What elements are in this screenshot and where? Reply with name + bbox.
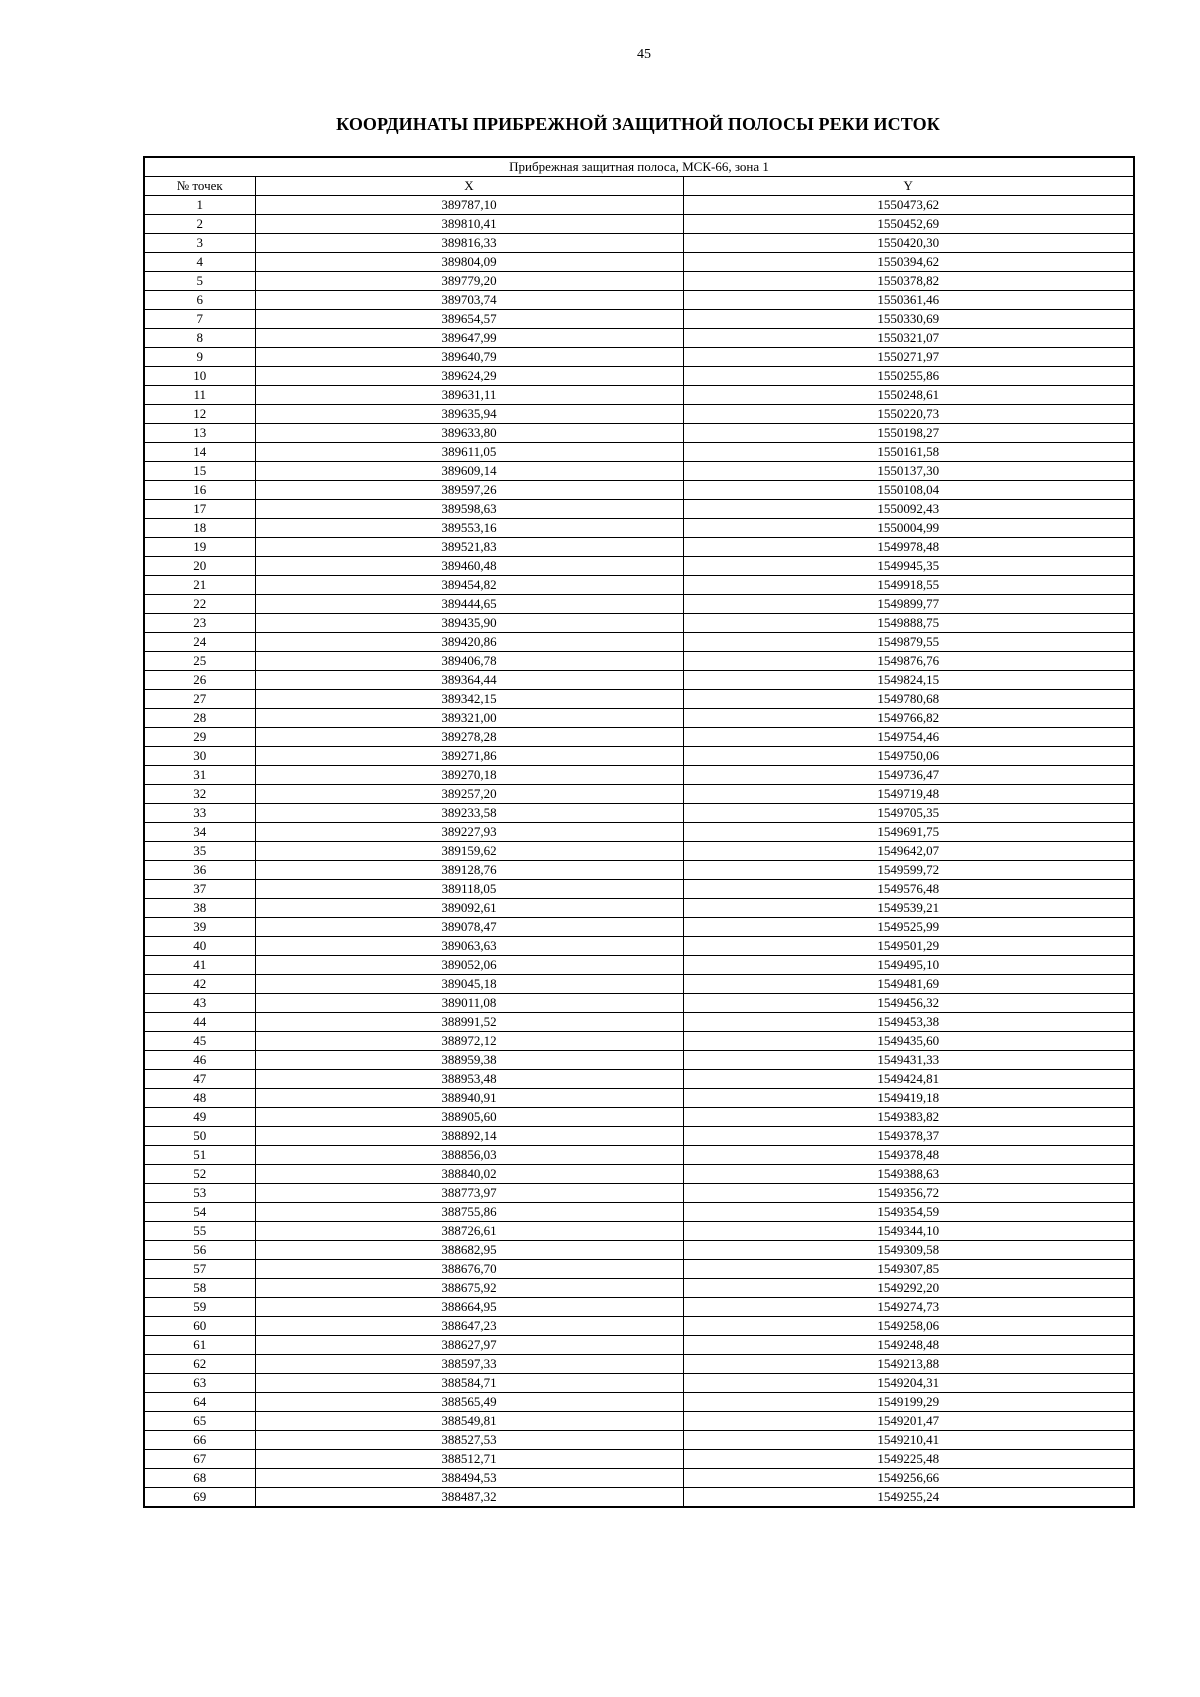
cell-point-number: 32 bbox=[144, 785, 255, 804]
table-row bbox=[144, 272, 1134, 291]
cell-point-number: 29 bbox=[144, 728, 255, 747]
cell-point-number: 58 bbox=[144, 1279, 255, 1298]
cell-x: 389420,86 bbox=[255, 633, 683, 652]
cell-y: 1550255,86 bbox=[683, 367, 1134, 386]
cell-y: 1549899,77 bbox=[683, 595, 1134, 614]
cell-point-number: 38 bbox=[144, 899, 255, 918]
cell-y: 1549274,73 bbox=[683, 1298, 1134, 1317]
cell-x: 389271,86 bbox=[255, 747, 683, 766]
cell-y: 1549501,29 bbox=[683, 937, 1134, 956]
cell-x: 388755,86 bbox=[255, 1203, 683, 1222]
table-row bbox=[144, 1393, 1134, 1412]
table-row bbox=[144, 1469, 1134, 1488]
cell-y: 1549495,10 bbox=[683, 956, 1134, 975]
cell-y: 1550161,58 bbox=[683, 443, 1134, 462]
cell-x: 389703,74 bbox=[255, 291, 683, 310]
cell-y: 1549888,75 bbox=[683, 614, 1134, 633]
cell-x: 388840,02 bbox=[255, 1165, 683, 1184]
cell-point-number: 60 bbox=[144, 1317, 255, 1336]
cell-point-number: 25 bbox=[144, 652, 255, 671]
table-row bbox=[144, 1032, 1134, 1051]
cell-x: 388675,92 bbox=[255, 1279, 683, 1298]
cell-y: 1549525,99 bbox=[683, 918, 1134, 937]
cell-x: 389342,15 bbox=[255, 690, 683, 709]
cell-y: 1549719,48 bbox=[683, 785, 1134, 804]
cell-point-number: 46 bbox=[144, 1051, 255, 1070]
cell-y: 1549691,75 bbox=[683, 823, 1134, 842]
table-row bbox=[144, 1089, 1134, 1108]
cell-y: 1550220,73 bbox=[683, 405, 1134, 424]
cell-y: 1549945,35 bbox=[683, 557, 1134, 576]
cell-point-number: 11 bbox=[144, 386, 255, 405]
cell-x: 389611,05 bbox=[255, 443, 683, 462]
table-row bbox=[144, 804, 1134, 823]
cell-point-number: 24 bbox=[144, 633, 255, 652]
cell-point-number: 3 bbox=[144, 234, 255, 253]
cell-x: 389633,80 bbox=[255, 424, 683, 443]
cell-y: 1549424,81 bbox=[683, 1070, 1134, 1089]
table-row bbox=[144, 994, 1134, 1013]
table-row bbox=[144, 842, 1134, 861]
table-header-row bbox=[144, 177, 1134, 196]
cell-y: 1549453,38 bbox=[683, 1013, 1134, 1032]
header-x: X bbox=[255, 177, 683, 196]
cell-x: 389257,20 bbox=[255, 785, 683, 804]
cell-y: 1549539,21 bbox=[683, 899, 1134, 918]
cell-point-number: 19 bbox=[144, 538, 255, 557]
cell-point-number: 1 bbox=[144, 196, 255, 215]
cell-point-number: 23 bbox=[144, 614, 255, 633]
table-row bbox=[144, 614, 1134, 633]
cell-y: 1549754,46 bbox=[683, 728, 1134, 747]
cell-point-number: 54 bbox=[144, 1203, 255, 1222]
cell-x: 389810,41 bbox=[255, 215, 683, 234]
cell-x: 388627,97 bbox=[255, 1336, 683, 1355]
cell-x: 389444,65 bbox=[255, 595, 683, 614]
cell-x: 388972,12 bbox=[255, 1032, 683, 1051]
cell-y: 1550394,62 bbox=[683, 253, 1134, 272]
cell-y: 1549736,47 bbox=[683, 766, 1134, 785]
cell-point-number: 5 bbox=[144, 272, 255, 291]
cell-x: 388664,95 bbox=[255, 1298, 683, 1317]
cell-y: 1549225,48 bbox=[683, 1450, 1134, 1469]
cell-y: 1549705,35 bbox=[683, 804, 1134, 823]
table-row bbox=[144, 1450, 1134, 1469]
cell-point-number: 63 bbox=[144, 1374, 255, 1393]
cell-y: 1550378,82 bbox=[683, 272, 1134, 291]
cell-y: 1549201,47 bbox=[683, 1412, 1134, 1431]
cell-y: 1549576,48 bbox=[683, 880, 1134, 899]
cell-point-number: 59 bbox=[144, 1298, 255, 1317]
cell-point-number: 42 bbox=[144, 975, 255, 994]
cell-point-number: 30 bbox=[144, 747, 255, 766]
cell-point-number: 9 bbox=[144, 348, 255, 367]
table-row bbox=[144, 291, 1134, 310]
cell-y: 1549456,32 bbox=[683, 994, 1134, 1013]
cell-y: 1549378,48 bbox=[683, 1146, 1134, 1165]
cell-point-number: 12 bbox=[144, 405, 255, 424]
cell-point-number: 68 bbox=[144, 1469, 255, 1488]
cell-point-number: 26 bbox=[144, 671, 255, 690]
cell-x: 389460,48 bbox=[255, 557, 683, 576]
cell-point-number: 64 bbox=[144, 1393, 255, 1412]
table-row bbox=[144, 481, 1134, 500]
cell-point-number: 40 bbox=[144, 937, 255, 956]
table-row bbox=[144, 1488, 1134, 1508]
cell-point-number: 56 bbox=[144, 1241, 255, 1260]
cell-x: 388565,49 bbox=[255, 1393, 683, 1412]
table-row bbox=[144, 1184, 1134, 1203]
cell-x: 389631,11 bbox=[255, 386, 683, 405]
cell-point-number: 69 bbox=[144, 1488, 255, 1508]
cell-x: 389321,00 bbox=[255, 709, 683, 728]
table-row bbox=[144, 1317, 1134, 1336]
cell-point-number: 44 bbox=[144, 1013, 255, 1032]
cell-point-number: 22 bbox=[144, 595, 255, 614]
coordinates-table bbox=[143, 156, 1135, 1508]
cell-point-number: 28 bbox=[144, 709, 255, 728]
table-row bbox=[144, 1222, 1134, 1241]
cell-x: 389654,57 bbox=[255, 310, 683, 329]
table-row bbox=[144, 538, 1134, 557]
cell-x: 388512,71 bbox=[255, 1450, 683, 1469]
cell-point-number: 37 bbox=[144, 880, 255, 899]
cell-y: 1549378,37 bbox=[683, 1127, 1134, 1146]
cell-x: 389635,94 bbox=[255, 405, 683, 424]
cell-x: 389804,09 bbox=[255, 253, 683, 272]
table-row bbox=[144, 823, 1134, 842]
cell-y: 1549435,60 bbox=[683, 1032, 1134, 1051]
cell-y: 1549780,68 bbox=[683, 690, 1134, 709]
cell-point-number: 39 bbox=[144, 918, 255, 937]
coordinates-table-body bbox=[144, 157, 1134, 1507]
table-row bbox=[144, 253, 1134, 272]
cell-y: 1550330,69 bbox=[683, 310, 1134, 329]
cell-point-number: 67 bbox=[144, 1450, 255, 1469]
cell-point-number: 41 bbox=[144, 956, 255, 975]
cell-y: 1550108,04 bbox=[683, 481, 1134, 500]
cell-y: 1549879,55 bbox=[683, 633, 1134, 652]
cell-point-number: 4 bbox=[144, 253, 255, 272]
table-row bbox=[144, 557, 1134, 576]
cell-x: 388647,23 bbox=[255, 1317, 683, 1336]
cell-x: 388959,38 bbox=[255, 1051, 683, 1070]
table-row bbox=[144, 1298, 1134, 1317]
cell-y: 1549388,63 bbox=[683, 1165, 1134, 1184]
cell-x: 388682,95 bbox=[255, 1241, 683, 1260]
cell-y: 1549309,58 bbox=[683, 1241, 1134, 1260]
cell-y: 1549354,59 bbox=[683, 1203, 1134, 1222]
cell-x: 388953,48 bbox=[255, 1070, 683, 1089]
cell-x: 389816,33 bbox=[255, 234, 683, 253]
cell-point-number: 57 bbox=[144, 1260, 255, 1279]
cell-y: 1549431,33 bbox=[683, 1051, 1134, 1070]
cell-x: 389609,14 bbox=[255, 462, 683, 481]
table-row bbox=[144, 215, 1134, 234]
cell-y: 1550092,43 bbox=[683, 500, 1134, 519]
cell-x: 389779,20 bbox=[255, 272, 683, 291]
cell-x: 389598,63 bbox=[255, 500, 683, 519]
cell-x: 389011,08 bbox=[255, 994, 683, 1013]
cell-point-number: 33 bbox=[144, 804, 255, 823]
table-row bbox=[144, 633, 1134, 652]
cell-y: 1549199,29 bbox=[683, 1393, 1134, 1412]
cell-x: 388892,14 bbox=[255, 1127, 683, 1146]
cell-x: 389553,16 bbox=[255, 519, 683, 538]
cell-y: 1550420,30 bbox=[683, 234, 1134, 253]
cell-x: 389406,78 bbox=[255, 652, 683, 671]
cell-point-number: 55 bbox=[144, 1222, 255, 1241]
cell-x: 389118,05 bbox=[255, 880, 683, 899]
table-row bbox=[144, 880, 1134, 899]
cell-x: 389078,47 bbox=[255, 918, 683, 937]
table-caption: Прибрежная защитная полоса, МСК-66, зона 1 bbox=[144, 157, 1134, 177]
cell-x: 388726,61 bbox=[255, 1222, 683, 1241]
cell-point-number: 16 bbox=[144, 481, 255, 500]
cell-point-number: 45 bbox=[144, 1032, 255, 1051]
cell-x: 389454,82 bbox=[255, 576, 683, 595]
cell-point-number: 43 bbox=[144, 994, 255, 1013]
cell-y: 1550198,27 bbox=[683, 424, 1134, 443]
table-row bbox=[144, 386, 1134, 405]
cell-x: 389270,18 bbox=[255, 766, 683, 785]
table-row bbox=[144, 975, 1134, 994]
cell-x: 389787,10 bbox=[255, 196, 683, 215]
table-caption-row bbox=[144, 157, 1134, 177]
table-row bbox=[144, 690, 1134, 709]
cell-x: 389092,61 bbox=[255, 899, 683, 918]
table-row bbox=[144, 1412, 1134, 1431]
cell-x: 388584,71 bbox=[255, 1374, 683, 1393]
cell-x: 389159,62 bbox=[255, 842, 683, 861]
cell-y: 1550271,97 bbox=[683, 348, 1134, 367]
cell-y: 1549204,31 bbox=[683, 1374, 1134, 1393]
cell-point-number: 35 bbox=[144, 842, 255, 861]
table-row bbox=[144, 785, 1134, 804]
header-y: Y bbox=[683, 177, 1134, 196]
cell-y: 1549876,76 bbox=[683, 652, 1134, 671]
cell-y: 1549383,82 bbox=[683, 1108, 1134, 1127]
cell-point-number: 18 bbox=[144, 519, 255, 538]
cell-y: 1549978,48 bbox=[683, 538, 1134, 557]
table-row bbox=[144, 937, 1134, 956]
table-row bbox=[144, 1013, 1134, 1032]
table-row bbox=[144, 728, 1134, 747]
table-row bbox=[144, 1146, 1134, 1165]
cell-x: 388676,70 bbox=[255, 1260, 683, 1279]
cell-y: 1549356,72 bbox=[683, 1184, 1134, 1203]
table-row bbox=[144, 1241, 1134, 1260]
cell-x: 388527,53 bbox=[255, 1431, 683, 1450]
document-title: КООРДИНАТЫ ПРИБРЕЖНОЙ ЗАЩИТНОЙ ПОЛОСЫ РЕКИ ИСТОК bbox=[336, 114, 940, 134]
cell-point-number: 50 bbox=[144, 1127, 255, 1146]
cell-x: 389364,44 bbox=[255, 671, 683, 690]
cell-y: 1549344,10 bbox=[683, 1222, 1134, 1241]
table-row bbox=[144, 652, 1134, 671]
table-row bbox=[144, 348, 1134, 367]
cell-x: 388494,53 bbox=[255, 1469, 683, 1488]
cell-y: 1550004,99 bbox=[683, 519, 1134, 538]
cell-y: 1550321,07 bbox=[683, 329, 1134, 348]
cell-point-number: 48 bbox=[144, 1089, 255, 1108]
table-row bbox=[144, 196, 1134, 215]
cell-y: 1549213,88 bbox=[683, 1355, 1134, 1374]
cell-y: 1549210,41 bbox=[683, 1431, 1134, 1450]
table-row bbox=[144, 462, 1134, 481]
table-row bbox=[144, 1127, 1134, 1146]
table-row bbox=[144, 1165, 1134, 1184]
cell-y: 1549599,72 bbox=[683, 861, 1134, 880]
cell-point-number: 65 bbox=[144, 1412, 255, 1431]
cell-point-number: 31 bbox=[144, 766, 255, 785]
cell-x: 389233,58 bbox=[255, 804, 683, 823]
table-row bbox=[144, 1260, 1134, 1279]
cell-x: 388940,91 bbox=[255, 1089, 683, 1108]
table-row bbox=[144, 1279, 1134, 1298]
table-row bbox=[144, 1108, 1134, 1127]
cell-y: 1549750,06 bbox=[683, 747, 1134, 766]
cell-point-number: 17 bbox=[144, 500, 255, 519]
cell-y: 1550452,69 bbox=[683, 215, 1134, 234]
cell-x: 389063,63 bbox=[255, 937, 683, 956]
cell-x: 389227,93 bbox=[255, 823, 683, 842]
table-row bbox=[144, 367, 1134, 386]
cell-x: 389647,99 bbox=[255, 329, 683, 348]
cell-x: 389640,79 bbox=[255, 348, 683, 367]
header-point-number: № точек bbox=[144, 177, 255, 196]
cell-x: 389624,29 bbox=[255, 367, 683, 386]
cell-point-number: 61 bbox=[144, 1336, 255, 1355]
cell-y: 1549918,55 bbox=[683, 576, 1134, 595]
cell-x: 388991,52 bbox=[255, 1013, 683, 1032]
cell-x: 389045,18 bbox=[255, 975, 683, 994]
table-row bbox=[144, 1374, 1134, 1393]
cell-x: 389435,90 bbox=[255, 614, 683, 633]
table-row bbox=[144, 956, 1134, 975]
cell-point-number: 7 bbox=[144, 310, 255, 329]
table-row bbox=[144, 766, 1134, 785]
cell-y: 1549824,15 bbox=[683, 671, 1134, 690]
cell-y: 1549766,82 bbox=[683, 709, 1134, 728]
cell-x: 388773,97 bbox=[255, 1184, 683, 1203]
cell-point-number: 15 bbox=[144, 462, 255, 481]
cell-y: 1549419,18 bbox=[683, 1089, 1134, 1108]
table-row bbox=[144, 595, 1134, 614]
cell-x: 388549,81 bbox=[255, 1412, 683, 1431]
table-row bbox=[144, 329, 1134, 348]
table-row bbox=[144, 861, 1134, 880]
cell-x: 389128,76 bbox=[255, 861, 683, 880]
cell-x: 389521,83 bbox=[255, 538, 683, 557]
cell-point-number: 2 bbox=[144, 215, 255, 234]
table-row bbox=[144, 500, 1134, 519]
cell-y: 1549292,20 bbox=[683, 1279, 1134, 1298]
cell-point-number: 20 bbox=[144, 557, 255, 576]
cell-y: 1550473,62 bbox=[683, 196, 1134, 215]
cell-point-number: 10 bbox=[144, 367, 255, 386]
table-row bbox=[144, 576, 1134, 595]
page-number: 45 bbox=[637, 47, 651, 62]
cell-x: 388597,33 bbox=[255, 1355, 683, 1374]
table-row bbox=[144, 424, 1134, 443]
table-row bbox=[144, 1431, 1134, 1450]
cell-point-number: 66 bbox=[144, 1431, 255, 1450]
cell-point-number: 6 bbox=[144, 291, 255, 310]
cell-point-number: 52 bbox=[144, 1165, 255, 1184]
table-row bbox=[144, 747, 1134, 766]
cell-x: 389278,28 bbox=[255, 728, 683, 747]
table-row bbox=[144, 443, 1134, 462]
cell-point-number: 14 bbox=[144, 443, 255, 462]
table-row bbox=[144, 671, 1134, 690]
cell-y: 1549248,48 bbox=[683, 1336, 1134, 1355]
cell-y: 1549481,69 bbox=[683, 975, 1134, 994]
cell-point-number: 34 bbox=[144, 823, 255, 842]
cell-y: 1549258,06 bbox=[683, 1317, 1134, 1336]
table-row bbox=[144, 1355, 1134, 1374]
cell-y: 1549307,85 bbox=[683, 1260, 1134, 1279]
cell-point-number: 51 bbox=[144, 1146, 255, 1165]
cell-point-number: 27 bbox=[144, 690, 255, 709]
cell-y: 1549255,24 bbox=[683, 1488, 1134, 1508]
table-row bbox=[144, 1203, 1134, 1222]
table-row bbox=[144, 405, 1134, 424]
table-row bbox=[144, 519, 1134, 538]
cell-point-number: 53 bbox=[144, 1184, 255, 1203]
cell-x: 388856,03 bbox=[255, 1146, 683, 1165]
table-row bbox=[144, 310, 1134, 329]
cell-point-number: 21 bbox=[144, 576, 255, 595]
cell-point-number: 36 bbox=[144, 861, 255, 880]
table-row bbox=[144, 709, 1134, 728]
table-row bbox=[144, 918, 1134, 937]
cell-point-number: 47 bbox=[144, 1070, 255, 1089]
cell-point-number: 62 bbox=[144, 1355, 255, 1374]
cell-point-number: 8 bbox=[144, 329, 255, 348]
table-row bbox=[144, 1336, 1134, 1355]
cell-x: 388487,32 bbox=[255, 1488, 683, 1508]
cell-point-number: 13 bbox=[144, 424, 255, 443]
cell-y: 1550248,61 bbox=[683, 386, 1134, 405]
table-row bbox=[144, 1051, 1134, 1070]
cell-y: 1550361,46 bbox=[683, 291, 1134, 310]
cell-x: 388905,60 bbox=[255, 1108, 683, 1127]
table-row bbox=[144, 1070, 1134, 1089]
table-row bbox=[144, 234, 1134, 253]
cell-x: 389597,26 bbox=[255, 481, 683, 500]
cell-y: 1549256,66 bbox=[683, 1469, 1134, 1488]
cell-y: 1550137,30 bbox=[683, 462, 1134, 481]
table-row bbox=[144, 899, 1134, 918]
cell-x: 389052,06 bbox=[255, 956, 683, 975]
cell-y: 1549642,07 bbox=[683, 842, 1134, 861]
cell-point-number: 49 bbox=[144, 1108, 255, 1127]
